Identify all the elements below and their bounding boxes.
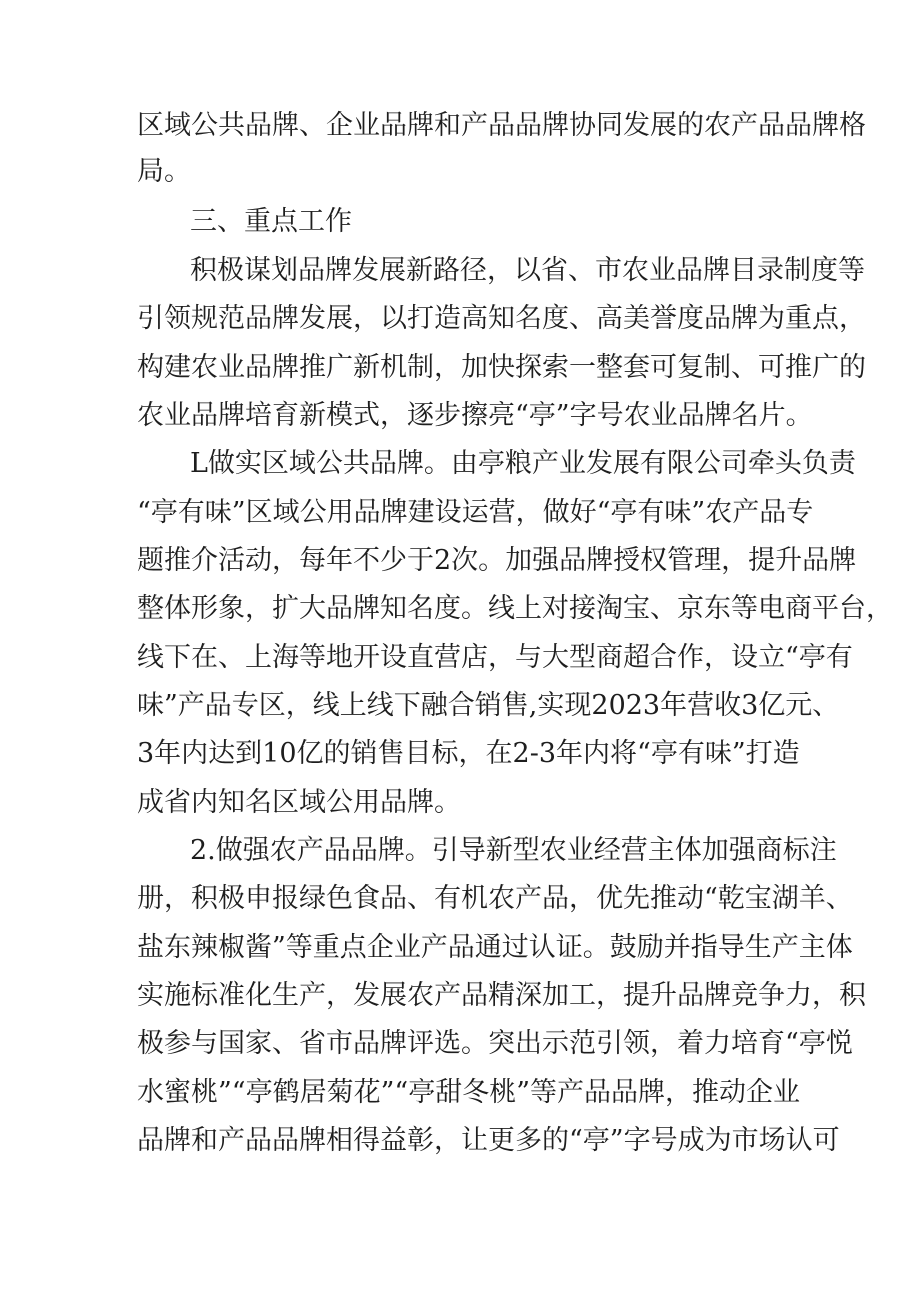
paragraph-line: 构建农业品牌推广新机制，加快探索一整套可复制、可推广的 <box>137 352 866 383</box>
paragraph-line: 区域公共品牌、企业品牌和产品品牌协同发展的农产品品牌格 <box>137 110 866 141</box>
paragraph-line: 品牌和产品品牌相得益彰，让更多的“亭”字号成为市场认可 <box>137 1125 840 1156</box>
section-heading: 三、重点工作 <box>190 206 352 237</box>
paragraph-line: 成省内知名区域公用品牌。 <box>137 787 461 818</box>
paragraph-line: 盐东辣椒酱”等重点企业产品通过认证。鼓励并指导生产主体 <box>137 932 853 963</box>
paragraph-line: 册，积极申报绿色食品、有机农产品，优先推动“乾宝湖羊、 <box>137 883 853 914</box>
paragraph-line: 整体形象，扩大品牌知名度。线上对接淘宝、京东等电商平台， <box>137 593 893 624</box>
paragraph-line: 实施标准化生产，发展农产品精深加工，提升品牌竞争力，积 <box>137 980 866 1011</box>
paragraph-line: 题推介活动，每年不少于2次。加强品牌授权管理，提升品牌 <box>137 545 857 576</box>
paragraph-line: 引领规范品牌发展，以打造高知名度、高美誉度品牌为重点， <box>137 303 866 334</box>
paragraph-line: 3年内达到10亿的销售目标，在2-3年内将“亭有味”打造 <box>137 738 800 769</box>
paragraph-line: 味”产品专区，线上线下融合销售,实现2023年营收3亿元、 <box>137 690 840 721</box>
paragraph-line: 农业品牌培育新模式，逐步擦亮“亭”字号农业品牌名片。 <box>137 400 813 431</box>
paragraph-line: 2.做强农产品品牌。引导新型农业经营主体加强商标注 <box>190 835 837 866</box>
paragraph-line: 积极谋划品牌发展新路径，以省、市农业品牌目录制度等 <box>190 255 865 286</box>
paragraph-line: 水蜜桃”“亭鹤居菊花”“亭甜冬桃”等产品品牌，推动企业 <box>137 1077 801 1108</box>
paragraph-line: “亭有味”区域公用品牌建设运营，做好“亭有味”农产品专 <box>137 497 814 528</box>
paragraph-line: 线下在、上海等地开设直营店，与大型商超合作，设立“亭有 <box>137 642 853 673</box>
paragraph-line: 极参与国家、省市品牌评选。突出示范引领，着力培育“亭悦 <box>137 1028 853 1059</box>
paragraph-line: L做实区域公共品牌。由亭粮产业发展有限公司牵头负责 <box>190 448 856 479</box>
paragraph-line: 局。 <box>137 156 191 187</box>
